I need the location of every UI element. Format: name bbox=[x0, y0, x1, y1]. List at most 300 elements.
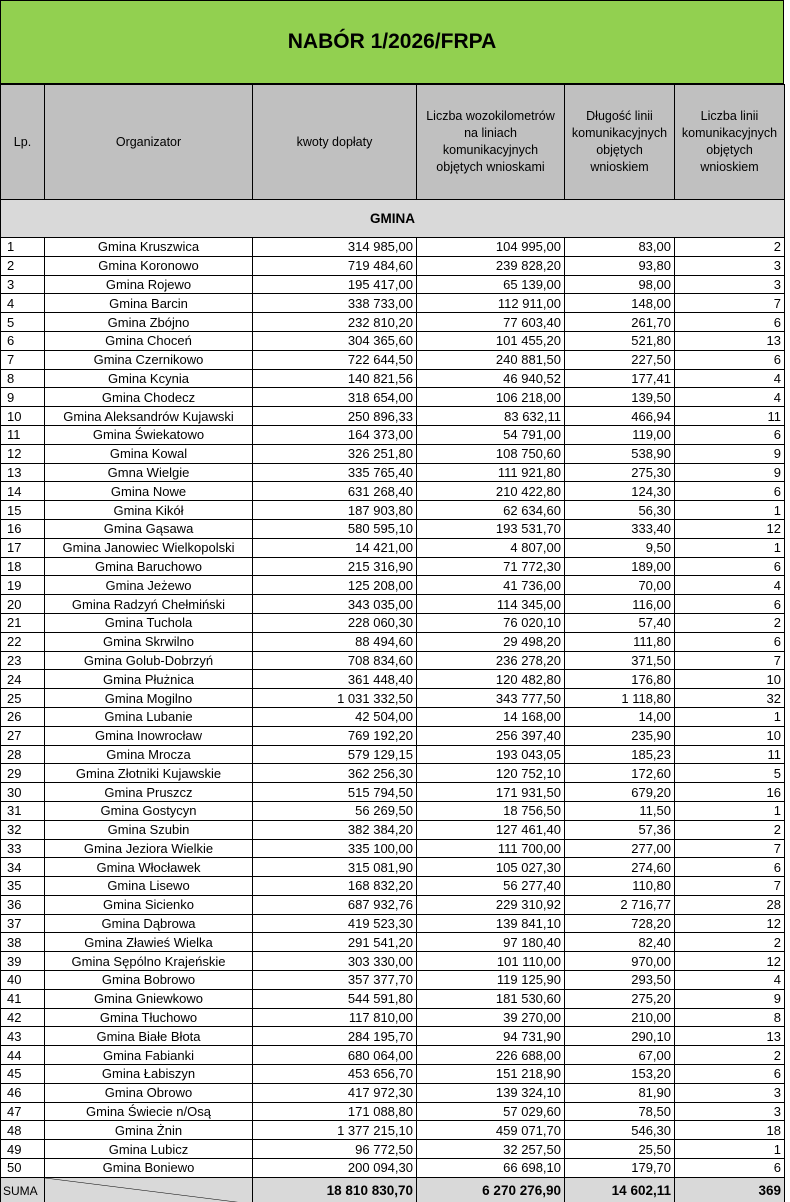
cell-organizer: Gmina Jeziora Wielkie bbox=[45, 839, 253, 858]
cell-line-count: 28 bbox=[675, 895, 785, 914]
table-row bbox=[1, 350, 785, 369]
table-row bbox=[1, 632, 785, 651]
cell-lp: 3 bbox=[1, 275, 45, 294]
cell-line-count: 3 bbox=[675, 275, 785, 294]
cell-line-length: 728,20 bbox=[565, 914, 675, 933]
cell-organizer: Gmina Rojewo bbox=[45, 275, 253, 294]
cell-subsidy: 579 129,15 bbox=[253, 745, 417, 764]
cell-organizer: Gmina Gostycyn bbox=[45, 801, 253, 820]
cell-line-length: 57,36 bbox=[565, 820, 675, 839]
cell-vehicle-km: 120 752,10 bbox=[417, 764, 565, 783]
cell-lp: 21 bbox=[1, 613, 45, 632]
cell-line-length: 189,00 bbox=[565, 557, 675, 576]
cell-line-count: 3 bbox=[675, 256, 785, 275]
cell-lp: 44 bbox=[1, 1046, 45, 1065]
cell-line-length: 176,80 bbox=[565, 670, 675, 689]
cell-organizer: Gmina Włocławek bbox=[45, 858, 253, 877]
table-row bbox=[1, 294, 785, 313]
cell-subsidy: 215 316,90 bbox=[253, 557, 417, 576]
cell-vehicle-km: 46 940,52 bbox=[417, 369, 565, 388]
diagonal-line-icon bbox=[45, 1178, 252, 1202]
cell-lp: 24 bbox=[1, 670, 45, 689]
cell-line-length: 111,80 bbox=[565, 632, 675, 651]
table-row bbox=[1, 557, 785, 576]
cell-subsidy: 631 268,40 bbox=[253, 482, 417, 501]
summary-length: 14 602,11 bbox=[565, 1177, 675, 1202]
cell-organizer: Gmina Lisewo bbox=[45, 877, 253, 896]
cell-line-count: 10 bbox=[675, 726, 785, 745]
cell-line-count: 13 bbox=[675, 331, 785, 350]
table-row bbox=[1, 407, 785, 426]
cell-line-count: 12 bbox=[675, 914, 785, 933]
cell-lp: 33 bbox=[1, 839, 45, 858]
table-row bbox=[1, 275, 785, 294]
cell-vehicle-km: 193 043,05 bbox=[417, 745, 565, 764]
cell-line-count: 7 bbox=[675, 294, 785, 313]
cell-line-length: 148,00 bbox=[565, 294, 675, 313]
cell-vehicle-km: 127 461,40 bbox=[417, 820, 565, 839]
cell-lp: 39 bbox=[1, 952, 45, 971]
table-row bbox=[1, 256, 785, 275]
table-row bbox=[1, 1046, 785, 1065]
table-row bbox=[1, 1159, 785, 1178]
cell-organizer: Gmina Fabianki bbox=[45, 1046, 253, 1065]
cell-line-count: 11 bbox=[675, 745, 785, 764]
cell-line-length: 371,50 bbox=[565, 651, 675, 670]
cell-lp: 38 bbox=[1, 933, 45, 952]
cell-subsidy: 1 031 332,50 bbox=[253, 689, 417, 708]
cell-line-length: 185,23 bbox=[565, 745, 675, 764]
cell-subsidy: 125 208,00 bbox=[253, 576, 417, 595]
cell-vehicle-km: 83 632,11 bbox=[417, 407, 565, 426]
cell-subsidy: 14 421,00 bbox=[253, 538, 417, 557]
cell-line-count: 1 bbox=[675, 707, 785, 726]
cell-organizer: Gmina Baruchowo bbox=[45, 557, 253, 576]
cell-vehicle-km: 229 310,92 bbox=[417, 895, 565, 914]
table-row bbox=[1, 1083, 785, 1102]
cell-vehicle-km: 101 455,20 bbox=[417, 331, 565, 350]
cell-organizer: Gmina Zbójno bbox=[45, 313, 253, 332]
table-row bbox=[1, 613, 785, 632]
cell-line-length: 124,30 bbox=[565, 482, 675, 501]
cell-subsidy: 382 384,20 bbox=[253, 820, 417, 839]
cell-line-length: 172,60 bbox=[565, 764, 675, 783]
cell-lp: 32 bbox=[1, 820, 45, 839]
cell-lp: 42 bbox=[1, 1008, 45, 1027]
cell-line-count: 9 bbox=[675, 444, 785, 463]
table-row bbox=[1, 783, 785, 802]
table-row bbox=[1, 820, 785, 839]
cell-subsidy: 1 377 215,10 bbox=[253, 1121, 417, 1140]
cell-organizer: Gmina Zławieś Wielka bbox=[45, 933, 253, 952]
cell-subsidy: 250 896,33 bbox=[253, 407, 417, 426]
cell-line-length: 546,30 bbox=[565, 1121, 675, 1140]
table-row bbox=[1, 482, 785, 501]
table-row bbox=[1, 331, 785, 350]
cell-organizer: Gmina Łabiszyn bbox=[45, 1065, 253, 1084]
header-vehicle-km: Liczba wozokilometrów na liniach komunikacyjnych objętych wnioskami bbox=[417, 85, 565, 200]
table-row bbox=[1, 519, 785, 538]
cell-subsidy: 419 523,30 bbox=[253, 914, 417, 933]
cell-vehicle-km: 112 911,00 bbox=[417, 294, 565, 313]
cell-organizer: Gmina Koronowo bbox=[45, 256, 253, 275]
cell-vehicle-km: 66 698,10 bbox=[417, 1159, 565, 1178]
header-line-length: Długość linii komunikacyjnych objętych wnioskiem bbox=[565, 85, 675, 200]
cell-lp: 19 bbox=[1, 576, 45, 595]
table-row bbox=[1, 745, 785, 764]
cell-line-count: 10 bbox=[675, 670, 785, 689]
cell-line-length: 333,40 bbox=[565, 519, 675, 538]
cell-subsidy: 304 365,60 bbox=[253, 331, 417, 350]
cell-vehicle-km: 4 807,00 bbox=[417, 538, 565, 557]
cell-vehicle-km: 119 125,90 bbox=[417, 971, 565, 990]
cell-subsidy: 719 484,60 bbox=[253, 256, 417, 275]
cell-line-count: 6 bbox=[675, 858, 785, 877]
cell-organizer: Gmina Czernikowo bbox=[45, 350, 253, 369]
cell-line-count: 2 bbox=[675, 613, 785, 632]
cell-lp: 13 bbox=[1, 463, 45, 482]
cell-line-count: 2 bbox=[675, 238, 785, 257]
table-row bbox=[1, 971, 785, 990]
cell-organizer: Gmina Golub-Dobrzyń bbox=[45, 651, 253, 670]
cell-organizer: Gmina Boniewo bbox=[45, 1159, 253, 1178]
header-organizer: Organizator bbox=[45, 85, 253, 200]
cell-lp: 43 bbox=[1, 1027, 45, 1046]
cell-organizer: Gmina Szubin bbox=[45, 820, 253, 839]
cell-lp: 9 bbox=[1, 388, 45, 407]
cell-line-length: 9,50 bbox=[565, 538, 675, 557]
cell-vehicle-km: 101 110,00 bbox=[417, 952, 565, 971]
cell-subsidy: 291 541,20 bbox=[253, 933, 417, 952]
cell-line-count: 6 bbox=[675, 595, 785, 614]
cell-subsidy: 544 591,80 bbox=[253, 989, 417, 1008]
cell-line-length: 538,90 bbox=[565, 444, 675, 463]
cell-vehicle-km: 41 736,00 bbox=[417, 576, 565, 595]
table-row bbox=[1, 839, 785, 858]
cell-line-count: 6 bbox=[675, 350, 785, 369]
cell-vehicle-km: 256 397,40 bbox=[417, 726, 565, 745]
cell-line-count: 6 bbox=[675, 482, 785, 501]
summary-lines: 369 bbox=[675, 1177, 785, 1202]
cell-line-count: 2 bbox=[675, 933, 785, 952]
cell-line-length: 177,41 bbox=[565, 369, 675, 388]
cell-organizer: Gmina Skrwilno bbox=[45, 632, 253, 651]
cell-line-count: 9 bbox=[675, 463, 785, 482]
cell-line-count: 9 bbox=[675, 989, 785, 1008]
cell-subsidy: 362 256,30 bbox=[253, 764, 417, 783]
cell-vehicle-km: 32 257,50 bbox=[417, 1140, 565, 1159]
cell-line-length: 116,00 bbox=[565, 595, 675, 614]
cell-vehicle-km: 14 168,00 bbox=[417, 707, 565, 726]
cell-line-count: 12 bbox=[675, 519, 785, 538]
cell-subsidy: 326 251,80 bbox=[253, 444, 417, 463]
cell-subsidy: 96 772,50 bbox=[253, 1140, 417, 1159]
cell-line-length: 179,70 bbox=[565, 1159, 675, 1178]
cell-line-count: 2 bbox=[675, 1046, 785, 1065]
cell-subsidy: 315 081,90 bbox=[253, 858, 417, 877]
cell-subsidy: 88 494,60 bbox=[253, 632, 417, 651]
table-row bbox=[1, 707, 785, 726]
cell-line-count: 6 bbox=[675, 425, 785, 444]
cell-lp: 26 bbox=[1, 707, 45, 726]
cell-organizer: Gmina Pruszcz bbox=[45, 783, 253, 802]
cell-subsidy: 453 656,70 bbox=[253, 1065, 417, 1084]
table-row bbox=[1, 914, 785, 933]
cell-line-count: 13 bbox=[675, 1027, 785, 1046]
table-row bbox=[1, 463, 785, 482]
cell-line-length: 521,80 bbox=[565, 331, 675, 350]
table-row bbox=[1, 801, 785, 820]
table-row bbox=[1, 1121, 785, 1140]
cell-line-count: 2 bbox=[675, 820, 785, 839]
cell-organizer: Gmina Mrocza bbox=[45, 745, 253, 764]
summary-label-cell bbox=[1, 1177, 45, 1202]
cell-organizer: Gmina Mogilno bbox=[45, 689, 253, 708]
cell-organizer: Gmina Białe Błota bbox=[45, 1027, 253, 1046]
cell-organizer: Gmina Świekatowo bbox=[45, 425, 253, 444]
cell-subsidy: 338 733,00 bbox=[253, 294, 417, 313]
cell-subsidy: 335 765,40 bbox=[253, 463, 417, 482]
cell-vehicle-km: 108 750,60 bbox=[417, 444, 565, 463]
cell-line-count: 6 bbox=[675, 313, 785, 332]
cell-vehicle-km: 120 482,80 bbox=[417, 670, 565, 689]
table-row bbox=[1, 538, 785, 557]
cell-subsidy: 164 373,00 bbox=[253, 425, 417, 444]
cell-line-count: 6 bbox=[675, 557, 785, 576]
cell-subsidy: 200 094,30 bbox=[253, 1159, 417, 1178]
table-row bbox=[1, 1140, 785, 1159]
cell-subsidy: 318 654,00 bbox=[253, 388, 417, 407]
table-row bbox=[1, 313, 785, 332]
cell-subsidy: 515 794,50 bbox=[253, 783, 417, 802]
cell-vehicle-km: 139 324,10 bbox=[417, 1083, 565, 1102]
summary-amount: 18 810 830,70 bbox=[253, 1177, 417, 1202]
cell-lp: 29 bbox=[1, 764, 45, 783]
cell-lp: 16 bbox=[1, 519, 45, 538]
cell-lp: 20 bbox=[1, 595, 45, 614]
cell-lp: 46 bbox=[1, 1083, 45, 1102]
cell-lp: 7 bbox=[1, 350, 45, 369]
cell-vehicle-km: 76 020,10 bbox=[417, 613, 565, 632]
cell-subsidy: 357 377,70 bbox=[253, 971, 417, 990]
cell-line-length: 110,80 bbox=[565, 877, 675, 896]
cell-subsidy: 42 504,00 bbox=[253, 707, 417, 726]
cell-vehicle-km: 114 345,00 bbox=[417, 595, 565, 614]
cell-organizer: Gmina Inowrocław bbox=[45, 726, 253, 745]
cell-organizer: Gmina Aleksandrów Kujawski bbox=[45, 407, 253, 426]
cell-subsidy: 687 932,76 bbox=[253, 895, 417, 914]
cell-lp: 50 bbox=[1, 1159, 45, 1178]
header-line-count: Liczba linii komunikacyjnych objętych wnioskiem bbox=[675, 85, 785, 200]
cell-organizer: Gmina Barcin bbox=[45, 294, 253, 313]
cell-vehicle-km: 106 218,00 bbox=[417, 388, 565, 407]
cell-line-count: 1 bbox=[675, 538, 785, 557]
cell-lp: 12 bbox=[1, 444, 45, 463]
cell-vehicle-km: 77 603,40 bbox=[417, 313, 565, 332]
cell-line-count: 4 bbox=[675, 369, 785, 388]
cell-line-count: 12 bbox=[675, 952, 785, 971]
cell-subsidy: 140 821,56 bbox=[253, 369, 417, 388]
cell-line-length: 83,00 bbox=[565, 238, 675, 257]
cell-line-length: 139,50 bbox=[565, 388, 675, 407]
cell-line-count: 3 bbox=[675, 1083, 785, 1102]
table-row bbox=[1, 670, 785, 689]
cell-subsidy: 722 644,50 bbox=[253, 350, 417, 369]
cell-lp: 27 bbox=[1, 726, 45, 745]
cell-lp: 41 bbox=[1, 989, 45, 1008]
cell-vehicle-km: 226 688,00 bbox=[417, 1046, 565, 1065]
table-row bbox=[1, 369, 785, 388]
cell-subsidy: 168 832,20 bbox=[253, 877, 417, 896]
cell-subsidy: 343 035,00 bbox=[253, 595, 417, 614]
cell-line-count: 8 bbox=[675, 1008, 785, 1027]
cell-line-length: 261,70 bbox=[565, 313, 675, 332]
table-row bbox=[1, 651, 785, 670]
cell-line-length: 275,20 bbox=[565, 989, 675, 1008]
cell-vehicle-km: 62 634,60 bbox=[417, 501, 565, 520]
cell-line-length: 970,00 bbox=[565, 952, 675, 971]
cell-subsidy: 117 810,00 bbox=[253, 1008, 417, 1027]
cell-organizer: Gmina Tłuchowo bbox=[45, 1008, 253, 1027]
cell-line-length: 57,40 bbox=[565, 613, 675, 632]
cell-vehicle-km: 343 777,50 bbox=[417, 689, 565, 708]
cell-vehicle-km: 29 498,20 bbox=[417, 632, 565, 651]
cell-vehicle-km: 71 772,30 bbox=[417, 557, 565, 576]
cell-vehicle-km: 54 791,00 bbox=[417, 425, 565, 444]
cell-subsidy: 708 834,60 bbox=[253, 651, 417, 670]
cell-line-count: 1 bbox=[675, 1140, 785, 1159]
cell-line-count: 4 bbox=[675, 576, 785, 595]
cell-organizer: Gmina Janowiec Wielkopolski bbox=[45, 538, 253, 557]
cell-lp: 8 bbox=[1, 369, 45, 388]
cell-line-length: 70,00 bbox=[565, 576, 675, 595]
cell-subsidy: 284 195,70 bbox=[253, 1027, 417, 1046]
header-lp: Lp. bbox=[1, 85, 45, 200]
cell-vehicle-km: 39 270,00 bbox=[417, 1008, 565, 1027]
cell-organizer: Gmina Choceń bbox=[45, 331, 253, 350]
cell-organizer: Gmina Gniewkowo bbox=[45, 989, 253, 1008]
cell-subsidy: 187 903,80 bbox=[253, 501, 417, 520]
cell-line-length: 293,50 bbox=[565, 971, 675, 990]
cell-line-length: 93,80 bbox=[565, 256, 675, 275]
cell-organizer: Gmina Lubanie bbox=[45, 707, 253, 726]
cell-line-length: 25,50 bbox=[565, 1140, 675, 1159]
cell-organizer: Gmina Kowal bbox=[45, 444, 253, 463]
cell-lp: 15 bbox=[1, 501, 45, 520]
cell-lp: 31 bbox=[1, 801, 45, 820]
cell-line-length: 2 716,77 bbox=[565, 895, 675, 914]
cell-line-length: 14,00 bbox=[565, 707, 675, 726]
cell-lp: 10 bbox=[1, 407, 45, 426]
header-subsidy: kwoty dopłaty bbox=[253, 85, 417, 200]
cell-lp: 1 bbox=[1, 238, 45, 257]
cell-lp: 28 bbox=[1, 745, 45, 764]
cell-line-length: 227,50 bbox=[565, 350, 675, 369]
cell-vehicle-km: 236 278,20 bbox=[417, 651, 565, 670]
cell-lp: 36 bbox=[1, 895, 45, 914]
cell-lp: 18 bbox=[1, 557, 45, 576]
cell-line-length: 290,10 bbox=[565, 1027, 675, 1046]
table-row bbox=[1, 952, 785, 971]
table-row bbox=[1, 726, 785, 745]
cell-organizer: Gmina Obrowo bbox=[45, 1083, 253, 1102]
cell-line-length: 82,40 bbox=[565, 933, 675, 952]
cell-vehicle-km: 139 841,10 bbox=[417, 914, 565, 933]
cell-vehicle-km: 171 931,50 bbox=[417, 783, 565, 802]
cell-subsidy: 314 985,00 bbox=[253, 238, 417, 257]
section-row bbox=[1, 200, 785, 238]
cell-organizer: Gmina Płużnica bbox=[45, 670, 253, 689]
table-row bbox=[1, 1102, 785, 1121]
table-row bbox=[1, 238, 785, 257]
cell-vehicle-km: 56 277,40 bbox=[417, 877, 565, 896]
cell-line-count: 32 bbox=[675, 689, 785, 708]
table-row bbox=[1, 1027, 785, 1046]
table-row bbox=[1, 388, 785, 407]
table-row bbox=[1, 989, 785, 1008]
cell-organizer: Gmina Kcynia bbox=[45, 369, 253, 388]
cell-lp: 14 bbox=[1, 482, 45, 501]
table-row bbox=[1, 501, 785, 520]
cell-organizer: Gmina Bobrowo bbox=[45, 971, 253, 990]
cell-vehicle-km: 94 731,90 bbox=[417, 1027, 565, 1046]
cell-vehicle-km: 181 530,60 bbox=[417, 989, 565, 1008]
cell-lp: 17 bbox=[1, 538, 45, 557]
summary-km: 6 270 276,90 bbox=[417, 1177, 565, 1202]
cell-organizer: Gmina Żnin bbox=[45, 1121, 253, 1140]
cell-lp: 4 bbox=[1, 294, 45, 313]
cell-vehicle-km: 193 531,70 bbox=[417, 519, 565, 538]
cell-line-length: 67,00 bbox=[565, 1046, 675, 1065]
cell-line-count: 6 bbox=[675, 632, 785, 651]
table-row bbox=[1, 764, 785, 783]
cell-organizer: Gmina Kikół bbox=[45, 501, 253, 520]
cell-line-length: 119,00 bbox=[565, 425, 675, 444]
cell-lp: 37 bbox=[1, 914, 45, 933]
cell-subsidy: 680 064,00 bbox=[253, 1046, 417, 1065]
cell-lp: 49 bbox=[1, 1140, 45, 1159]
cell-line-length: 235,90 bbox=[565, 726, 675, 745]
cell-line-length: 11,50 bbox=[565, 801, 675, 820]
cell-subsidy: 195 417,00 bbox=[253, 275, 417, 294]
table-row bbox=[1, 595, 785, 614]
cell-vehicle-km: 240 881,50 bbox=[417, 350, 565, 369]
cell-line-count: 16 bbox=[675, 783, 785, 802]
table-row bbox=[1, 877, 785, 896]
cell-subsidy: 335 100,00 bbox=[253, 839, 417, 858]
cell-lp: 23 bbox=[1, 651, 45, 670]
cell-lp: 25 bbox=[1, 689, 45, 708]
cell-vehicle-km: 65 139,00 bbox=[417, 275, 565, 294]
cell-organizer: Gmina Tuchola bbox=[45, 613, 253, 632]
cell-organizer: Gmina Radzyń Chełmiński bbox=[45, 595, 253, 614]
table-row bbox=[1, 933, 785, 952]
cell-line-count: 5 bbox=[675, 764, 785, 783]
cell-line-count: 6 bbox=[675, 1065, 785, 1084]
table-row bbox=[1, 444, 785, 463]
cell-subsidy: 228 060,30 bbox=[253, 613, 417, 632]
cell-line-length: 153,20 bbox=[565, 1065, 675, 1084]
cell-organizer: Gmina Sicienko bbox=[45, 895, 253, 914]
cell-line-count: 3 bbox=[675, 1102, 785, 1121]
summary-empty-cell bbox=[45, 1177, 253, 1202]
cell-line-count: 1 bbox=[675, 801, 785, 820]
cell-organizer: Gmina Gąsawa bbox=[45, 519, 253, 538]
cell-subsidy: 417 972,30 bbox=[253, 1083, 417, 1102]
cell-vehicle-km: 105 027,30 bbox=[417, 858, 565, 877]
cell-line-length: 466,94 bbox=[565, 407, 675, 426]
cell-lp: 35 bbox=[1, 877, 45, 896]
